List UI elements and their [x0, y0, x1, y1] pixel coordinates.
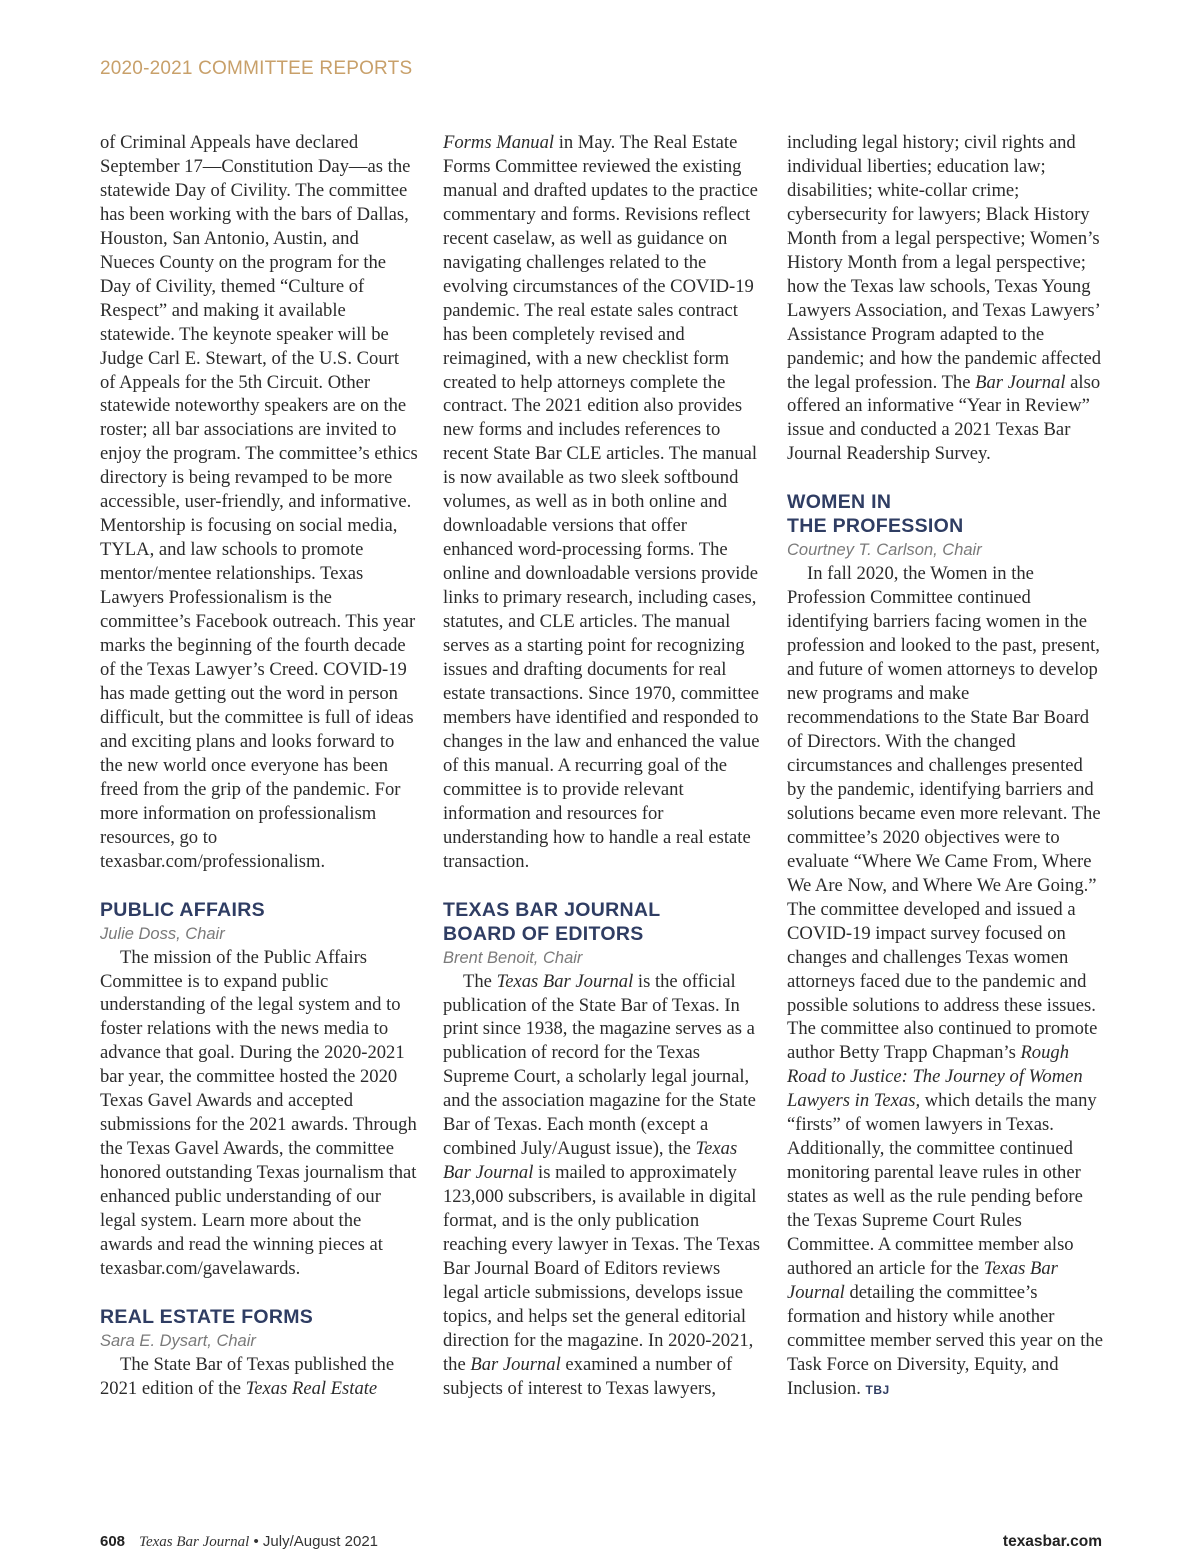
forms-manual-italic: Forms Manual — [443, 132, 555, 153]
women-text-1: In fall 2020, the Women in the Profession Committee continued identifying barriers facing women in the profession and looked to the past, present, and future of women attorneys to develop new programs and make recommendations to the State Bar Board of Directors. With the changed circumstances and challenges presented by the pandemic, identifying barriers and solutions became even more relevant. The committee’s 2020 objectives were to evaluate “Where We Came From, Where We Are Now, and Where We Are Going.” The committee developed and issued a COVID-19 impact survey focused on changes and challenges Texas women attorneys faced due to the pandemic and possible solutions to address these issues. The committee also continued to promote author Betty Trapp Chapman’s — [787, 563, 1101, 1064]
column-2 — [443, 131, 761, 1401]
footer-issue: July/August 2021 — [262, 1533, 378, 1550]
tbj-text-3: is mailed to approximately 123,000 subscribers, is available in digital format, and is the only publication reaching every lawyer in Texas. The Texas Bar Journal Board of Editors reviews legal article submissions, develops issue topics, and helps set the general editorial direction for the magazine. In 2020-2021, the — [443, 1162, 760, 1375]
women-italic-2: Texas Bar Journal — [787, 1257, 1058, 1303]
women-italic-1: Rough Road to Justice: The Journey of Women Lawyers in Texas, — [787, 1042, 1083, 1112]
public-affairs-body: The mission of the Public Affairs Committee is to expand public understanding of the legal system and to foster relations with the news media to advance that goal. During the 2020-2021 bar year, the committee hosted the 2020 Texas Gavel Awards and accepted submissions for the 2021 awards. Through the Texas Gavel Awards, the committee honored outstanding Texas journalism that enhanced public understanding of our legal system. Learn more about the awards and read the winning pieces at texasbar.com/gavelawards. — [100, 946, 417, 1279]
section-heading-women-in-profession — [787, 490, 1105, 538]
tbj-board-body — [443, 970, 761, 1401]
tbj-cont-text-2: also offered an informative “Year in Review” issue and conducted a 2021 Texas Bar Journal Readership Survey. — [787, 371, 1101, 465]
real-estate-continued-text — [443, 131, 761, 874]
section-chair-real-estate-forms: Sara E. Dysart, Chair — [100, 1331, 256, 1350]
real-estate-title-italic: Texas Real Estate — [245, 1377, 378, 1399]
section-chair-tbj-board: Brent Benoit, Chair — [443, 948, 583, 967]
section-heading-real-estate-forms: REAL ESTATE FORMS — [100, 1305, 314, 1328]
tbj-text-2: is the official publication of the State Bar of Texas. In print since 1938, the magazine serves as a publication of record for the Texas Supreme Court, a scholarly legal journal, and the association magazine for the State Bar of Texas. Each month (except a combined July/August issue), the — [443, 970, 756, 1160]
tbj-text-1: The — [463, 970, 497, 992]
section-chair-public-affairs: Julie Doss, Chair — [100, 924, 225, 943]
women-text-3: detailing the committee’s formation and history while another committee member served this year on the Task Force on Diversity, Equity, and Inclusion. — [787, 1281, 1103, 1399]
tbj-heading-line-1: TEXAS BAR JOURNAL — [443, 898, 661, 921]
running-head: 2020-2021 COMMITTEE REPORTS — [100, 58, 413, 79]
tbj-continued-text — [787, 131, 1105, 466]
footer-bullet: • — [253, 1533, 259, 1550]
column-3 — [787, 131, 1105, 1403]
tbj-cont-italic: Bar Journal — [975, 371, 1066, 393]
footer-journal-name: Texas Bar Journal — [139, 1534, 250, 1550]
professionalism-continued-text: of Criminal Appeals have declared September 17—Constitution Day—as the statewide Day of Civility. The committee has been working with the bars of Dallas, Houston, San Antonio, Austin, and Nueces County on the program for the Day of Civility, themed “Culture of Respect” and making it available statewide. The keynote speaker will be Judge Carl E. Stewart, of the U.S. Court of Appeals for the 5th Circuit. Other statewide noteworthy speakers are on the roster; all bar associations are invited to enjoy the program. The committee’s ethics directory is being revamped to be more accessible, user-friendly, and informative. Mentorship is focusing on social media, TYLA, and law schools to promote mentor/mentee relationships. Texas Lawyers Professionalism is the committee’s Facebook outreach. This year marks the beginning of the fourth decade of the Texas Lawyer’s Creed. COVID-19 has made getting out the word in person difficult, but the committee is full of ideas and exciting plans and looks forward to the new world once everyone has been freed from the grip of the pandemic. For more information on professionalism resources, go to texasbar.com/professionalism. — [100, 132, 418, 872]
section-heading-tbj-board — [443, 898, 761, 946]
women-in-profession-body — [787, 562, 1105, 1402]
real-estate-forms-body — [100, 1353, 418, 1401]
column-1 — [100, 131, 418, 1401]
page-footer — [100, 1533, 1102, 1551]
tbj-text-4: examined a number of subjects of interest to Texas lawyers, — [443, 1353, 733, 1399]
real-estate-continued-body: in May. The Real Estate Forms Committee reviewed the existing manual and drafted updates to the practice commentary and forms. Revisions reflect recent caselaw, as well as guidance on navigating challenges related to the evolving circumstances of the COVID-19 pandemic. The real estate sales contract has been completely revised and reimagined, with a new checklist form created to help attorneys complete the contract. The 2021 edition also provides new forms and includes references to recent State Bar CLE articles. The manual is now available as two sleek softbound volumes, as well as in both online and downloadable versions that offer enhanced word-processing forms. The online and downloadable versions provide links to primary research, including cases, statutes, and CLE articles. The manual serves as a starting point for recognizing issues and drafting documents for real estate transactions. Since 1970, committee members have identified and responded to changes in the law and enhanced the value of this manual. A recurring goal of the committee is to provide relevant information and resources for understanding how to handle a real estate transaction. — [443, 132, 760, 872]
footer-site: texasbar.com — [1002, 1533, 1102, 1550]
tbj-cont-text-1: including legal history; civil rights and individual liberties; education law; disabilities; white-collar crime; cybersecurity for lawyers; Black History Month from a legal perspective; Women’s History Month from a legal perspective; how the Texas law schools, Texas Young Lawyers Association, and Texas Lawyers’ Assistance Program adapted to the pandemic; and how the pandemic affected the legal profession. The — [787, 132, 1102, 393]
women-heading-line-1: WOMEN IN — [787, 491, 892, 514]
real-estate-body-text: The State Bar of Texas published the 2021 edition of the — [100, 1353, 395, 1399]
women-heading-line-2: THE PROFESSION — [787, 515, 964, 538]
tbj-italic-2: Texas Bar Journal — [443, 1138, 738, 1184]
tbj-end-mark: TBJ — [865, 1382, 890, 1397]
women-text-2: which details the many “firsts” of women lawyers in Texas. Additionally, the committee continued monitoring parental leave rules in other states as well as the rule pending before the Texas Supreme Court Rules Committee. A committee member also authored an article for the — [787, 1090, 1097, 1279]
page-number: 608 — [100, 1533, 126, 1550]
tbj-heading-line-2: BOARD OF EDITORS — [443, 922, 644, 945]
tbj-italic-3: Bar Journal — [470, 1353, 561, 1375]
section-heading-public-affairs: PUBLIC AFFAIRS — [100, 898, 265, 921]
section-chair-women-in-profession: Courtney T. Carlson, Chair — [787, 541, 982, 560]
tbj-italic-1: Texas Bar Journal — [496, 970, 634, 992]
